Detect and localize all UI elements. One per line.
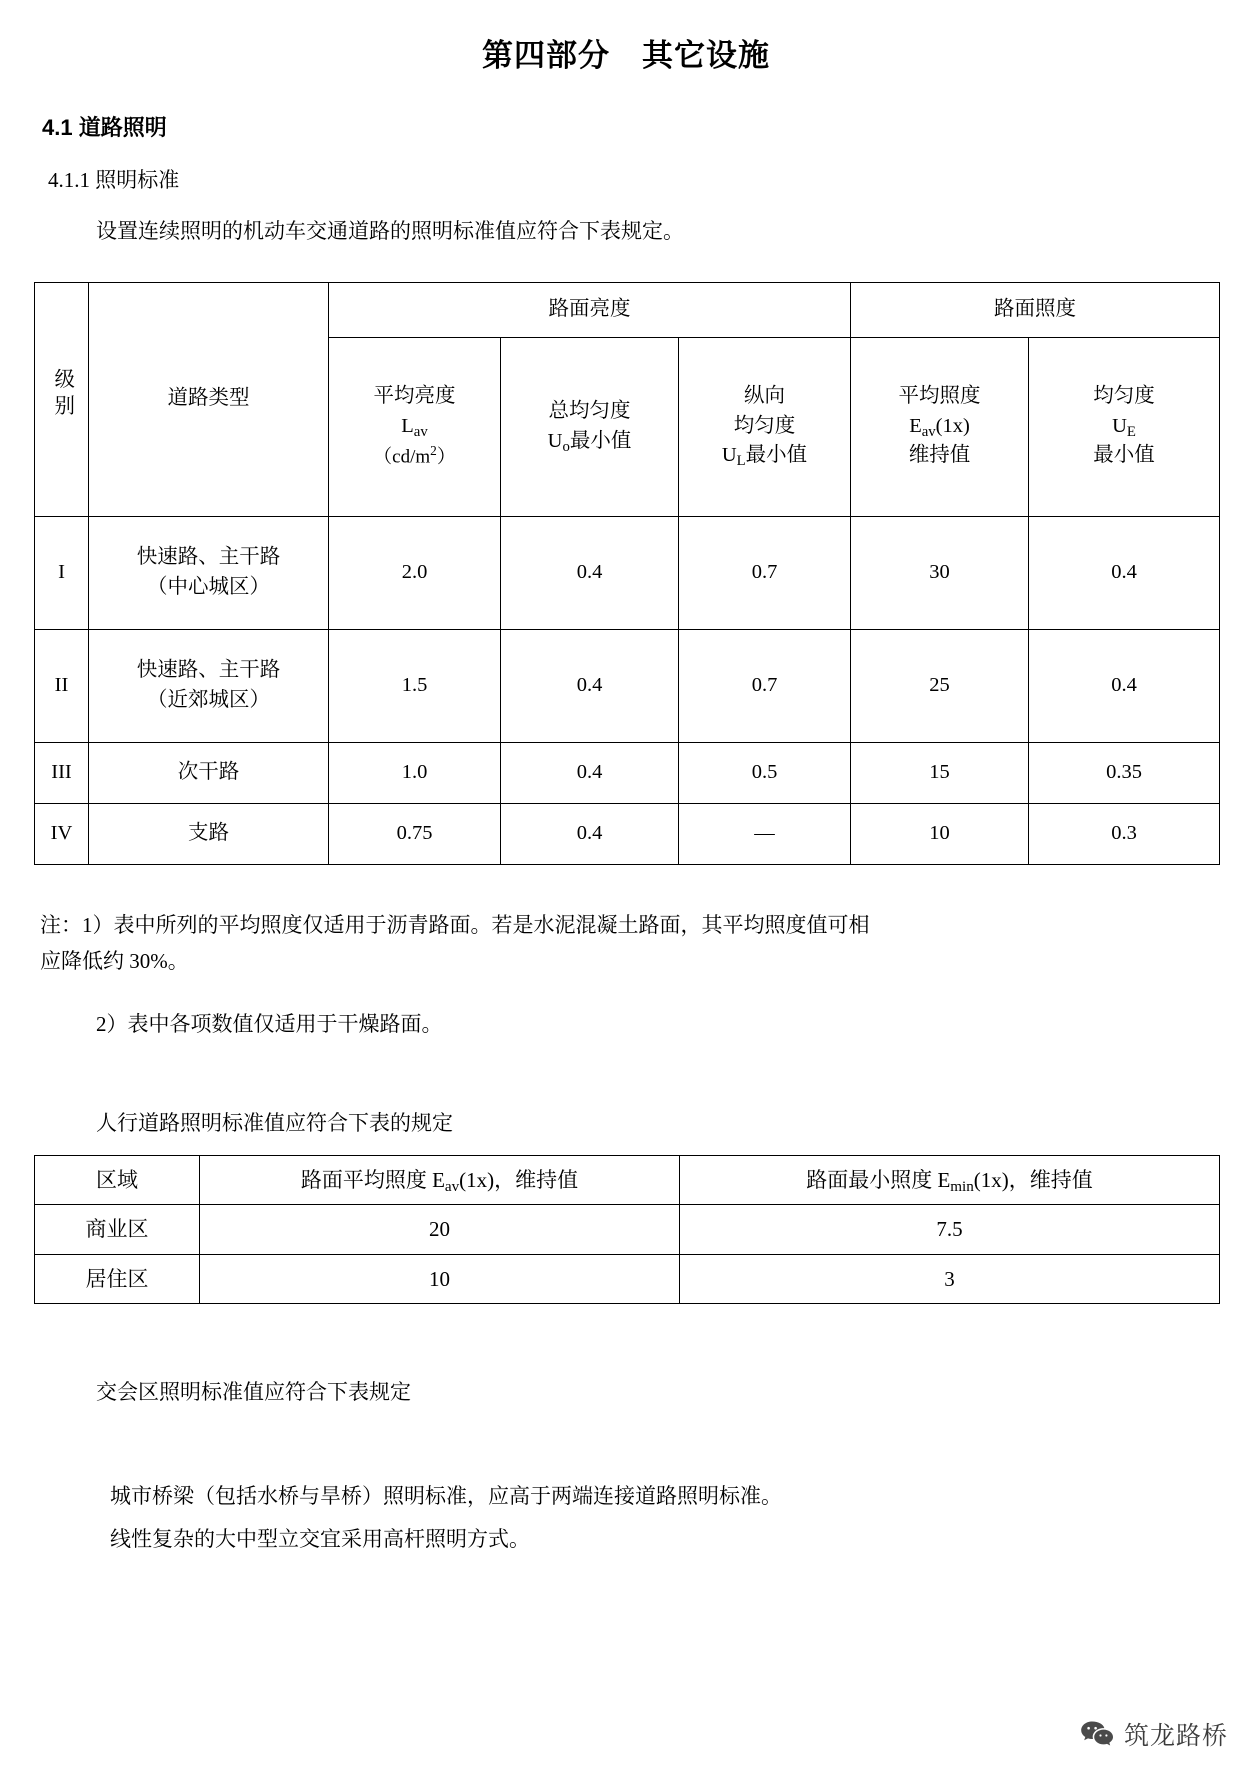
cell-level: I: [35, 516, 89, 629]
cell-avg-illuminance: 15: [851, 742, 1029, 803]
header-avg-luminance-l1: 平均亮度: [373, 384, 456, 407]
cell-avg-luminance: 2.0: [329, 516, 501, 629]
header-avg-illuminance: [851, 337, 1029, 516]
table-row: [35, 803, 1220, 864]
table-header-row: [35, 1155, 1220, 1204]
cell-avg-luminance: 1.5: [329, 629, 501, 742]
cell-avg-illuminance: 30: [851, 516, 1029, 629]
cell-road-type-l1: 快速路、主干路: [136, 658, 281, 681]
intersection-heading: 交会区照明标准值应符合下表规定: [96, 1380, 411, 1405]
cell-overall-uniformity: 0.4: [501, 803, 679, 864]
cell-avg-luminance: 0.75: [329, 803, 501, 864]
header-avg-illuminance-l1: 平均照度: [898, 384, 981, 407]
cell-level: II: [35, 629, 89, 742]
cell-level: III: [35, 742, 89, 803]
cell-level: IV: [35, 803, 89, 864]
header-longitudinal-uniformity-l2: 均匀度: [733, 414, 796, 437]
cell-min-illuminance: 7.5: [680, 1205, 1220, 1254]
header-avg-luminance: [329, 337, 501, 516]
header-illuminance-uniformity-l2: $U_E$: [1112, 414, 1136, 440]
pedestrian-illumination-table: [34, 1155, 1220, 1304]
wechat-icon: [1080, 1720, 1114, 1748]
cell-longitudinal-uniformity: 0.5: [679, 742, 851, 803]
cell-avg-luminance: 1.0: [329, 742, 501, 803]
table-header-row-top: [35, 282, 1220, 337]
header-avg-illuminance: 路面平均照度 $E_{av}(1x)$，维持值: [200, 1155, 680, 1204]
header-level-label: 级别: [50, 367, 73, 421]
cell-area: 商业区: [35, 1205, 200, 1254]
pedestrian-table-container: [34, 1155, 1252, 1304]
header-longitudinal-uniformity-l1: 纵向: [744, 384, 785, 407]
header-avg-luminance-l2: $L_{av}$: [401, 414, 428, 440]
header-overall-uniformity: [501, 337, 679, 516]
intro-paragraph: 设置连续照明的机动车交通道路的照明标准值应符合下表规定。: [96, 219, 684, 243]
header-overall-uniformity-l1: 总均匀度: [548, 399, 631, 422]
cell-road-type: [89, 516, 329, 629]
cell-road-type-l1: 快速路、主干路: [136, 545, 281, 568]
table-row: [35, 1254, 1220, 1303]
pedestrian-table-heading: 人行道路照明标准值应符合下表的规定: [96, 1110, 453, 1135]
cell-overall-uniformity: 0.4: [501, 629, 679, 742]
header-longitudinal-uniformity-l3: $U_L$最小值: [721, 444, 808, 470]
cell-longitudinal-uniformity: 0.7: [679, 629, 851, 742]
illumination-standards-table: [34, 282, 1220, 865]
cell-illuminance-uniformity: 0.4: [1029, 516, 1220, 629]
main-table-container: [34, 282, 1252, 865]
header-min-illuminance: 路面最小照度 $E_{min}(1x)$，维持值: [680, 1155, 1220, 1204]
tail-paragraph-2: 线性复杂的大中型立交宜采用高杆照明方式。: [110, 1526, 530, 1551]
cell-illuminance-uniformity: 0.4: [1029, 629, 1220, 742]
note-line-2: 应降低约 30%。: [40, 949, 189, 974]
cell-min-illuminance: 3: [680, 1254, 1220, 1303]
cell-road-type: 支路: [89, 803, 329, 864]
header-luminance-group: 路面亮度: [329, 282, 851, 337]
table-row: [35, 516, 1220, 629]
header-avg-illuminance-l3: 维持值: [908, 444, 971, 467]
header-overall-uniformity-l2: $U_o$最小值: [547, 429, 632, 455]
cell-overall-uniformity: 0.4: [501, 742, 679, 803]
watermark-label: 筑龙路桥: [1123, 1722, 1228, 1750]
note-line-3: 2）表中各项数值仅适用于干燥路面。: [96, 1012, 443, 1036]
table-row: [35, 1205, 1220, 1254]
table-row: [35, 742, 1220, 803]
section-heading-4-1: 4.1 道路照明: [42, 115, 167, 140]
header-illuminance-uniformity-l1: 均匀度: [1093, 384, 1155, 407]
header-avg-luminance-l3: $(cd/m^2)$: [373, 443, 456, 468]
header-area: 区域: [35, 1155, 200, 1204]
cell-road-type-l2: （近郊城区）: [147, 688, 270, 711]
tail-paragraph-1: 城市桥梁（包括水桥与旱桥）照明标准，应高于两端连接道路照明标准。: [110, 1484, 782, 1509]
header-illuminance-group: 路面照度: [851, 282, 1220, 337]
document-page: [0, 30, 1252, 1770]
watermark: [1080, 1716, 1228, 1752]
cell-illuminance-uniformity: 0.35: [1029, 742, 1220, 803]
page-title: 第四部分 其它设施: [482, 38, 770, 73]
cell-longitudinal-uniformity: 0.7: [679, 516, 851, 629]
note-line-1: 注：1）表中所列的平均照度仅适用于沥青路面。若是水泥混凝土路面，其平均照度值可相: [40, 912, 870, 937]
cell-illuminance-uniformity: 0.3: [1029, 803, 1220, 864]
header-illuminance-uniformity: [1029, 337, 1220, 516]
header-road-type: 道路类型: [89, 282, 329, 516]
cell-road-type: 次干路: [89, 742, 329, 803]
cell-road-type-l2: （中心城区）: [147, 575, 270, 598]
cell-overall-uniformity: 0.4: [501, 516, 679, 629]
header-longitudinal-uniformity: [679, 337, 851, 516]
cell-avg-illuminance: 25: [851, 629, 1029, 742]
header-illuminance-uniformity-l3: 最小值: [1093, 444, 1155, 467]
subsection-heading-4-1-1: 4.1.1 照明标准: [48, 168, 180, 192]
header-level: [35, 282, 89, 516]
table-row: [35, 629, 1220, 742]
header-avg-illuminance-l2: $E_{av}(1x)$: [909, 414, 970, 440]
cell-road-type: [89, 629, 329, 742]
cell-longitudinal-uniformity: —: [679, 803, 851, 864]
cell-avg-illuminance: 10: [200, 1254, 680, 1303]
cell-area: 居住区: [35, 1254, 200, 1303]
table-notes: [40, 907, 1215, 1043]
cell-avg-illuminance: 20: [200, 1205, 680, 1254]
cell-avg-illuminance: 10: [851, 803, 1029, 864]
